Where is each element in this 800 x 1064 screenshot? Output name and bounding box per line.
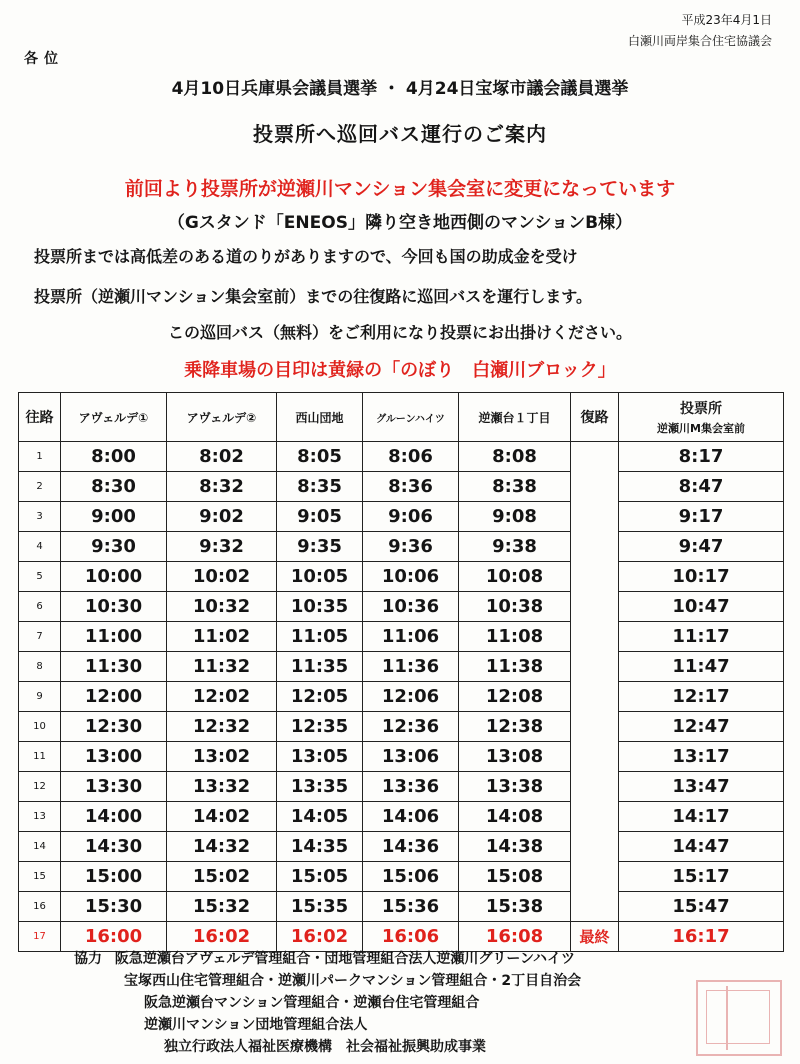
departure-time: 13:02 (167, 742, 277, 772)
departure-time: 12:08 (459, 682, 571, 712)
header-return: 復路 (571, 393, 619, 442)
departure-time: 13:32 (167, 772, 277, 802)
arrival-time: 10:47 (619, 592, 784, 622)
departure-time: 14:32 (167, 832, 277, 862)
departure-time: 14:06 (363, 802, 459, 832)
body-text-line-3: この巡回バス（無料）をご利用になり投票にお出掛けください。 (167, 323, 632, 342)
return-cell (571, 562, 619, 592)
departure-time: 14:36 (363, 832, 459, 862)
arrival-time: 10:17 (619, 562, 784, 592)
return-cell (571, 802, 619, 832)
return-cell (571, 712, 619, 742)
departure-time: 11:36 (363, 652, 459, 682)
table-row (19, 562, 784, 592)
departure-time: 9:08 (459, 502, 571, 532)
departure-time: 11:30 (61, 652, 167, 682)
return-cell (571, 592, 619, 622)
return-cell (571, 622, 619, 652)
departure-time: 8:30 (61, 472, 167, 502)
departure-time: 15:38 (459, 892, 571, 922)
cooperation-line-1 (74, 948, 575, 968)
table-row (19, 502, 784, 532)
departure-time: 9:38 (459, 532, 571, 562)
timetable-header-row (19, 393, 784, 442)
departure-time: 11:38 (459, 652, 571, 682)
departure-time: 12:00 (61, 682, 167, 712)
trip-number: 13 (19, 802, 61, 832)
arrival-time: 11:17 (619, 622, 784, 652)
departure-time: 10:00 (61, 562, 167, 592)
departure-time: 11:32 (167, 652, 277, 682)
trip-number: 10 (19, 712, 61, 742)
organization-seal-stamp (696, 980, 782, 1056)
departure-time: 11:02 (167, 622, 277, 652)
arrival-time: 15:17 (619, 862, 784, 892)
departure-time: 8:38 (459, 472, 571, 502)
polling-station-label: 投票所 (680, 401, 722, 417)
departure-time: 10:05 (277, 562, 363, 592)
venue-change-notice: 前回より投票所が逆瀬川マンション集会室に変更になっています (124, 178, 676, 200)
departure-time: 9:35 (277, 532, 363, 562)
departure-time: 10:06 (363, 562, 459, 592)
departure-time: 12:02 (167, 682, 277, 712)
document-header (628, 10, 772, 52)
table-row (19, 802, 784, 832)
header-stop-averde-1: アヴェルデ① (61, 393, 167, 442)
table-row (19, 592, 784, 622)
table-row (19, 772, 784, 802)
departure-time: 14:00 (61, 802, 167, 832)
arrival-time: 14:17 (619, 802, 784, 832)
body-text-line-2: 投票所（逆瀬川マンション集会室前）までの往復路に巡回バスを運行します。 (34, 287, 593, 306)
table-row (19, 922, 784, 952)
departure-time: 16:02 (167, 922, 277, 952)
departure-time: 14:05 (277, 802, 363, 832)
trip-number: 14 (19, 832, 61, 862)
departure-time: 13:05 (277, 742, 363, 772)
departure-time: 11:08 (459, 622, 571, 652)
header-stop-nishiyama: 西山団地 (277, 393, 363, 442)
departure-time: 16:00 (61, 922, 167, 952)
departure-time: 13:06 (363, 742, 459, 772)
table-row (19, 892, 784, 922)
departure-time: 8:05 (277, 442, 363, 472)
trip-number: 12 (19, 772, 61, 802)
header-stop-averde-2: アヴェルデ② (167, 393, 277, 442)
departure-time: 15:30 (61, 892, 167, 922)
trip-number: 9 (19, 682, 61, 712)
departure-time: 12:36 (363, 712, 459, 742)
return-cell (571, 862, 619, 892)
table-row (19, 862, 784, 892)
departure-time: 9:06 (363, 502, 459, 532)
trip-number: 15 (19, 862, 61, 892)
arrival-time: 9:17 (619, 502, 784, 532)
return-cell (571, 772, 619, 802)
return-cell (571, 742, 619, 772)
departure-time: 9:00 (61, 502, 167, 532)
table-row (19, 682, 784, 712)
issuing-organization: 白瀬川両岸集合住宅協議会 (627, 34, 772, 48)
header-stop-sakasedai: 逆瀬台１丁目 (459, 393, 571, 442)
table-row (19, 652, 784, 682)
departure-time: 12:35 (277, 712, 363, 742)
header-polling-station (619, 393, 784, 442)
departure-time: 12:38 (459, 712, 571, 742)
return-cell (571, 652, 619, 682)
departure-time: 9:36 (363, 532, 459, 562)
departure-time: 15:02 (167, 862, 277, 892)
departure-time: 8:06 (363, 442, 459, 472)
departure-time: 13:30 (61, 772, 167, 802)
departure-time: 15:35 (277, 892, 363, 922)
arrival-time: 16:17 (619, 922, 784, 952)
arrival-time: 15:47 (619, 892, 784, 922)
departure-time: 10:35 (277, 592, 363, 622)
arrival-time: 11:47 (619, 652, 784, 682)
departure-time: 8:08 (459, 442, 571, 472)
return-cell (571, 532, 619, 562)
departure-time: 11:00 (61, 622, 167, 652)
trip-number: 7 (19, 622, 61, 652)
arrival-time: 12:17 (619, 682, 784, 712)
header-outbound: 往路 (19, 393, 61, 442)
trip-number: 6 (19, 592, 61, 622)
cooperation-org-4: 逆瀬川マンション団地管理組合法人 (144, 1017, 368, 1033)
departure-time: 15:00 (61, 862, 167, 892)
bus-timetable (18, 392, 784, 952)
return-cell: 最終 (571, 922, 619, 952)
departure-time: 14:35 (277, 832, 363, 862)
departure-time: 13:36 (363, 772, 459, 802)
departure-time: 8:36 (363, 472, 459, 502)
departure-time: 11:06 (363, 622, 459, 652)
arrival-time: 14:47 (619, 832, 784, 862)
departure-time: 14:08 (459, 802, 571, 832)
departure-time: 11:05 (277, 622, 363, 652)
header-stop-green-heights: グルーンハイツ (363, 393, 459, 442)
trip-number: 1 (19, 442, 61, 472)
departure-time: 13:00 (61, 742, 167, 772)
trip-number: 11 (19, 742, 61, 772)
arrival-time: 8:17 (619, 442, 784, 472)
boarding-flag-notice: 乗降車場の目印は黄緑の「のぼり 白瀬川ブロック」 (184, 360, 616, 381)
departure-time: 10:02 (167, 562, 277, 592)
trip-number: 3 (19, 502, 61, 532)
body-text-line-1: 投票所までは高低差のある道のりがありますので、今回も国の助成金を受け (34, 247, 578, 266)
table-row (19, 712, 784, 742)
cooperation-org-2: 宝塚西山住宅管理組合・逆瀬川パークマンション管理組合・2丁目自治会 (124, 973, 582, 989)
departure-time: 13:38 (459, 772, 571, 802)
arrival-time: 13:17 (619, 742, 784, 772)
trip-number: 4 (19, 532, 61, 562)
trip-number: 5 (19, 562, 61, 592)
departure-time: 12:32 (167, 712, 277, 742)
cooperation-label: 協力 (74, 951, 102, 967)
return-cell (571, 892, 619, 922)
cooperation-org-3: 阪急逆瀬台マンション管理組合・逆瀬台住宅管理組合 (144, 995, 480, 1011)
cooperation-org-5: 独立行政法人福祉医療機構 社会福祉振興助成事業 (164, 1039, 486, 1055)
departure-time: 14:38 (459, 832, 571, 862)
departure-time: 12:05 (277, 682, 363, 712)
departure-time: 16:02 (277, 922, 363, 952)
departure-time: 8:35 (277, 472, 363, 502)
departure-time: 15:32 (167, 892, 277, 922)
departure-time: 9:02 (167, 502, 277, 532)
departure-time: 14:02 (167, 802, 277, 832)
arrival-time: 12:47 (619, 712, 784, 742)
departure-time: 8:02 (167, 442, 277, 472)
departure-time: 14:30 (61, 832, 167, 862)
departure-time: 9:30 (61, 532, 167, 562)
departure-time: 12:30 (61, 712, 167, 742)
table-row (19, 532, 784, 562)
departure-time: 10:36 (363, 592, 459, 622)
departure-time: 10:08 (459, 562, 571, 592)
issue-date: 平成23年4月1日 (681, 13, 772, 27)
trip-number: 8 (19, 652, 61, 682)
return-cell (571, 832, 619, 862)
polling-station-sublabel: 逆瀬川M集会室前 (657, 422, 745, 435)
departure-time: 15:05 (277, 862, 363, 892)
table-row (19, 832, 784, 862)
cooperation-org-1: 阪急逆瀬台アヴェルデ管理組合・団地管理組合法人逆瀬川グリーンハイツ (114, 951, 576, 967)
departure-time: 8:32 (167, 472, 277, 502)
return-cell (571, 502, 619, 532)
table-row (19, 472, 784, 502)
departure-time: 10:38 (459, 592, 571, 622)
arrival-time: 13:47 (619, 772, 784, 802)
arrival-time: 8:47 (619, 472, 784, 502)
recipients: 各位 (24, 51, 64, 67)
return-cell (571, 442, 619, 472)
departure-time: 13:08 (459, 742, 571, 772)
departure-time: 13:35 (277, 772, 363, 802)
election-line: 4月10日兵庫県会議員選挙 ・ 4月24日宝塚市議会議員選挙 (171, 79, 629, 99)
trip-number: 2 (19, 472, 61, 502)
departure-time: 9:32 (167, 532, 277, 562)
page-title: 投票所へ巡回バス運行のご案内 (253, 122, 547, 146)
table-row (19, 742, 784, 772)
departure-time: 12:06 (363, 682, 459, 712)
departure-time: 10:32 (167, 592, 277, 622)
table-row (19, 442, 784, 472)
trip-number: 16 (19, 892, 61, 922)
departure-time: 10:30 (61, 592, 167, 622)
return-cell (571, 682, 619, 712)
departure-time: 11:35 (277, 652, 363, 682)
table-row (19, 622, 784, 652)
arrival-time: 9:47 (619, 532, 784, 562)
departure-time: 15:06 (363, 862, 459, 892)
return-cell (571, 472, 619, 502)
trip-number: 17 (19, 922, 61, 952)
departure-time: 16:08 (459, 922, 571, 952)
departure-time: 15:36 (363, 892, 459, 922)
venue-location: （Gスタンド「ENEOS」隣り空き地西側のマンションB棟） (167, 213, 633, 233)
departure-time: 9:05 (277, 502, 363, 532)
departure-time: 16:06 (363, 922, 459, 952)
departure-time: 15:08 (459, 862, 571, 892)
departure-time: 8:00 (61, 442, 167, 472)
